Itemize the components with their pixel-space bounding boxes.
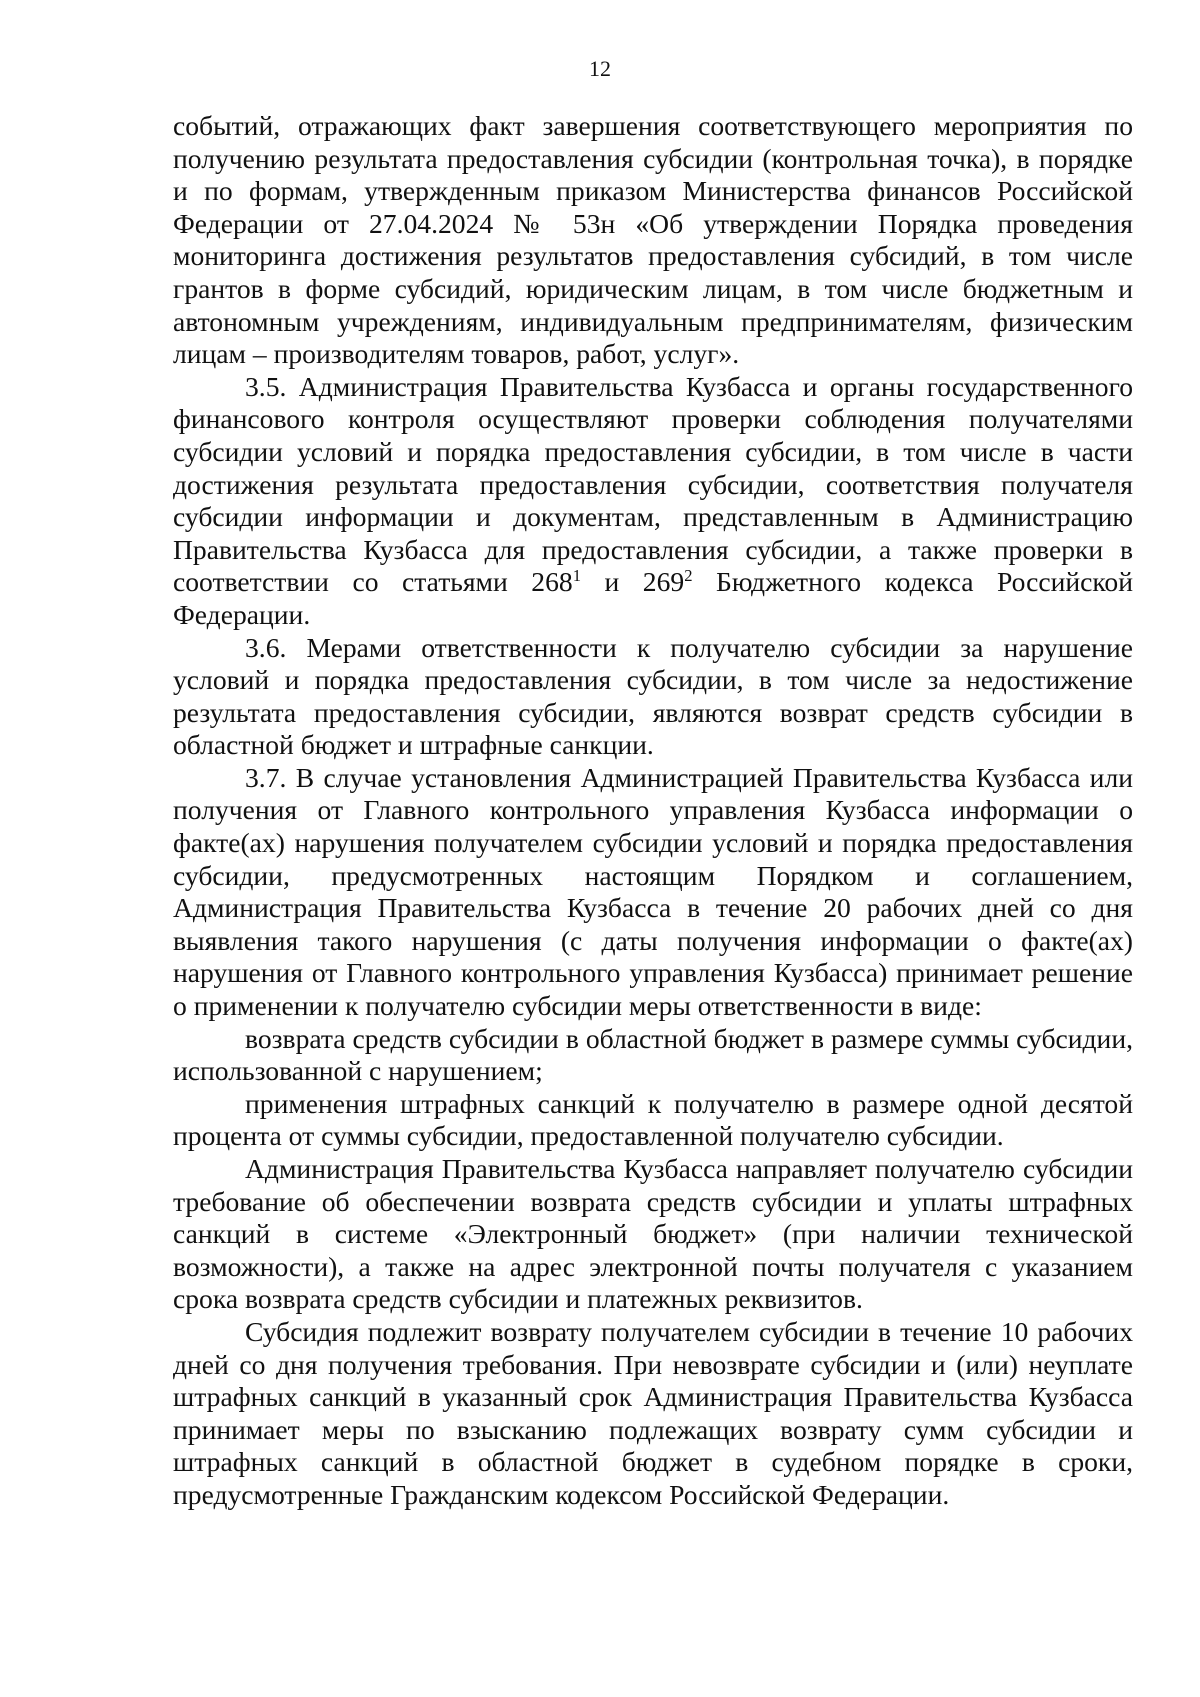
paragraph-refund-term	[173, 1316, 1133, 1512]
paragraph-text: Администрация Правительства Кузбасса направляет получателю субсидии требование об обеспечении возврата средств субсидии и уплаты штрафных санкций в системе «Электронный бюджет» (при наличии технической возможности), а также на адрес электронной почты получателя с указанием срока возврата средств субсидии и платежных реквизитов.	[173, 1153, 1133, 1315]
paragraph-text: применения штрафных санкций к получателю в размере одной десятой процента от суммы субсидии, предоставленной получателю субсидии.	[173, 1087, 1133, 1152]
page-number: 12	[589, 56, 611, 81]
paragraph-continuation	[173, 110, 1133, 371]
superscript-mark: 1	[572, 566, 581, 586]
paragraph-item-3-6	[173, 632, 1133, 762]
paragraph-text: и 269	[580, 566, 685, 598]
paragraph-text: Субсидия подлежит возврату получателем субсидии в течение 10 рабочих дней со дня получения требования. При невозврате субсидии и (или) неуплате штрафных санкций в указанный срок Администрация Правительства Кузбасса принимает меры по взысканию подлежащих возврату сумм субсидии и штрафных санкций в областной бюджет в судебном порядке в сроки, предусмотренные Гражданским кодексом Российской Федерации.	[173, 1315, 1133, 1510]
paragraph-text: 3.6. Мерами ответственности к получателю субсидии за нарушение условий и порядка предоставления субсидии, в том числе за недостижение результата предоставления субсидии, являются возврат средств субсидии в областной бюджет и штрафные санкции.	[173, 631, 1133, 761]
superscript-mark: 2	[684, 566, 693, 586]
paragraph-measure-refund	[173, 1023, 1133, 1088]
paragraph-text: 3.5. Администрация Правительства Кузбасса и органы государственного финансового контроля осуществляют проверки соблюдения получателями субсидии условий и порядка предоставления субсидии, в том числе в части достижения результата предоставления субсидии, соответствия получателя субсидии информации и документам, представленным в Администрацию Правительства Кузбасса для предоставления субсидии, а также проверки в соответствии со статьями 268	[173, 370, 1133, 598]
paragraph-measure-penalty	[173, 1088, 1133, 1153]
paragraph-item-3-5	[173, 371, 1133, 632]
paragraph-text: 3.7. В случае установления Администрацией Правительства Кузбасса или получения от Главного контрольного управления Кузбасса информации о факте(ах) нарушения получателем субсидии условий и порядка предоставления субсидии, предусмотренных настоящим Порядком и соглашением, Администрация Правительства Кузбасса в течение 20 рабочих дней со дня выявления такого нарушения (с даты получения информации о факте(ах) нарушения от Главного контрольного управления Кузбасса) принимает решение о применении к получателю субсидии меры ответственности в виде:	[173, 761, 1133, 1022]
paragraph-text: возврата средств субсидии в областной бюджет в размере суммы субсидии, использованной с нарушением;	[173, 1022, 1133, 1087]
paragraph-text: Бюджетного кодекса Российской Федерации.	[173, 566, 1133, 630]
paragraph-demand-notice	[173, 1153, 1133, 1316]
paragraph-text: событий, отражающих факт завершения соответствующего мероприятия по получению результата предоставления субсидии (контрольная точка), в порядке и по формам, утвержденным приказом Министерства финансов Российской Федерации от 27.04.2024 № 53н «Об утверждении Порядка проведения мониторинга достижения результатов предоставления субсидий, в том числе грантов в форме субсидий, юридическим лицам, в том числе бюджетным и автономным учреждениям, индивидуальным предпринимателям, физическим лицам – производителям товаров, работ, услуг».	[173, 110, 1133, 370]
document-body	[173, 110, 1133, 1512]
paragraph-item-3-7	[173, 762, 1133, 1023]
